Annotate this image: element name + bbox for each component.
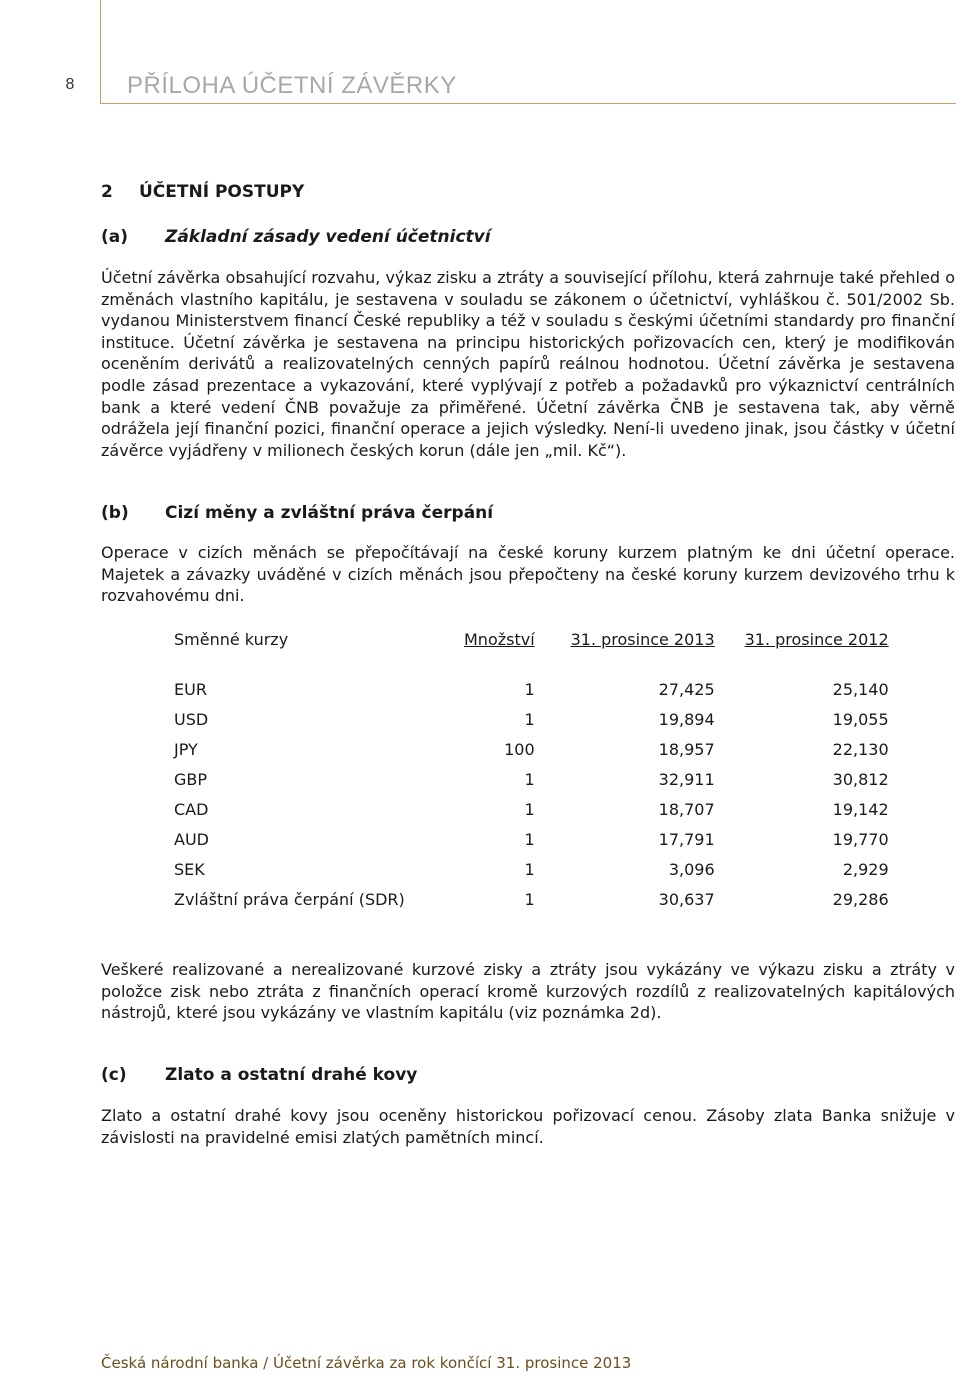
rate-2013-cell: 18,707 (658, 799, 715, 819)
quantity-cell: 1 (524, 679, 535, 699)
quantity-cell: 1 (524, 709, 535, 729)
subsection-c-paragraph: Zlato a ostatní drahé kovy jsou oceněny historickou pořizovací cenou. Zásoby zlata Banka snižuje v závislosti na pravidelné emisi zlatých pamětních mincí. (101, 1106, 955, 1147)
subsection-b-heading (101, 503, 493, 523)
rate-2013-cell: 32,911 (658, 769, 715, 789)
fx-gains-paragraph: Veškeré realizované a nerealizované kurzové zisky a ztráty jsou vykázány ve výkazu zisku a ztráty v položce zisk nebo ztráta z finančních operací kromě kurzových rozdílů z realizovatelných kapitálových nástrojů, které jsou vykázány ve vlastním kapitálu (viz poznámka 2d). (101, 960, 955, 1023)
subsection-b-label: (b) (101, 503, 129, 523)
subsection-c-title: Zlato a ostatní drahé kovy (165, 1065, 418, 1085)
subsection-a-heading (101, 227, 491, 247)
page-footer: Česká národní banka / Účetní závěrka za rok končící 31. prosince 2013 (101, 1354, 632, 1372)
quantity-cell: 1 (524, 799, 535, 819)
quantity-cell: 1 (524, 769, 535, 789)
rate-2012-cell: 25,140 (832, 679, 889, 699)
col-header-quantity: Množství (464, 630, 535, 649)
currency-cell: GBP (174, 769, 208, 789)
section-title: ÚČETNÍ POSTUPY (139, 182, 305, 202)
table-row (174, 824, 889, 854)
subsection-b-paragraph: Operace v cizích měnách se přepočítávají na české koruny kurzem platným ke dni účetní operace. Majetek a závazky uváděné v cizích měnách jsou přepočteny na české koruny kurzem devizového trhu k rozvahovému dni. (101, 543, 955, 606)
rate-2013-cell: 17,791 (658, 829, 715, 849)
header-divider-horizontal (100, 103, 956, 104)
currency-cell: SEK (174, 859, 205, 879)
quantity-cell: 1 (524, 889, 535, 909)
table-row (174, 674, 889, 704)
col-header-2012: 31. prosince 2012 (744, 630, 889, 649)
rate-2012-cell: 19,770 (832, 829, 889, 849)
table-row (174, 764, 889, 794)
table-row (174, 794, 889, 824)
subsection-c-label: (c) (101, 1065, 127, 1085)
currency-cell: USD (174, 709, 209, 729)
page-header-title: PŘÍLOHA ÚČETNÍ ZÁVĚRKY (127, 72, 457, 99)
rate-2012-cell: 22,130 (832, 739, 889, 759)
rate-2013-cell: 30,637 (658, 889, 715, 909)
subsection-a-label: (a) (101, 227, 129, 247)
currency-cell: Zvláštní práva čerpání (SDR) (174, 889, 405, 909)
rate-2013-cell: 19,894 (658, 709, 715, 729)
table-row (174, 884, 889, 914)
table-row (174, 854, 889, 884)
rate-2013-cell: 18,957 (658, 739, 715, 759)
currency-cell: JPY (174, 739, 198, 759)
rate-2012-cell: 2,929 (842, 859, 889, 879)
page-number: 8 (65, 76, 75, 93)
col-header-currency: Směnné kurzy (174, 630, 289, 649)
currency-cell: EUR (174, 679, 207, 699)
table-row (174, 704, 889, 734)
rate-2012-cell: 19,055 (832, 709, 889, 729)
subsection-a-title: Základní zásady vedení účetnictví (165, 227, 491, 247)
table-header-row (174, 630, 889, 674)
header-divider-vertical (100, 0, 101, 104)
rate-2012-cell: 30,812 (832, 769, 889, 789)
rate-2013-cell: 3,096 (668, 859, 715, 879)
section-number: 2 (101, 182, 113, 202)
section-heading (101, 182, 304, 202)
quantity-cell: 1 (524, 859, 535, 879)
currency-cell: AUD (174, 829, 209, 849)
rate-2012-cell: 29,286 (832, 889, 889, 909)
quantity-cell: 1 (524, 829, 535, 849)
quantity-cell: 100 (504, 739, 535, 759)
rate-2012-cell: 19,142 (832, 799, 889, 819)
table-row (174, 734, 889, 764)
exchange-rates-table (174, 630, 889, 914)
col-header-2013: 31. prosince 2013 (570, 630, 715, 649)
currency-cell: CAD (174, 799, 209, 819)
subsection-b-title: Cizí měny a zvláštní práva čerpání (165, 503, 494, 523)
rate-2013-cell: 27,425 (658, 679, 715, 699)
subsection-a-paragraph: Účetní závěrka obsahující rozvahu, výkaz zisku a ztráty a související přílohu, která zahrnuje také přehled o změnách vlastního kapitálu, je sestavena v souladu se zákonem o účetnictví, vyhláškou č. 501/2002 Sb. vydanou Ministerstvem financí České republiky a též v souladu s českými účetními standardy pro finanční instituce. Účetní závěrka je sestavena na principu historických pořizovacích cen, který je modifikován oceněním derivátů a realizovatelných cenných papírů reálnou hodnotou. Účetní závěrka je sestavena podle zásad prezentace a vykazování, které vyplývají z potřeb a požadavků pro výkaznictví centrálních bank a které vedení ČNB považuje za přiměřené. Účetní závěrka ČNB je sestavena tak, aby věrně odrážela její finanční pozici, finanční operace a jejich výsledky. Není-li uvedeno jinak, jsou částky v účetní závěrce vyjádřeny v milionech českých korun (dále jen „mil. Kč“). (101, 268, 955, 460)
subsection-c-heading (101, 1065, 417, 1085)
